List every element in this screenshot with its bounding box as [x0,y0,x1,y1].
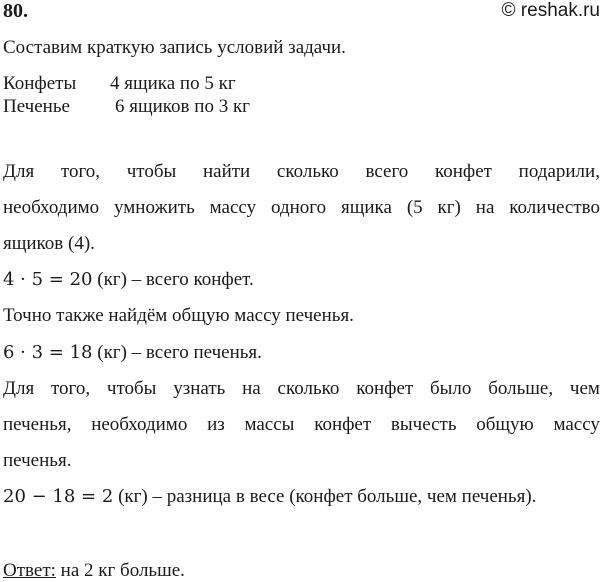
word: того, [60,161,101,182]
word: ящика [341,197,392,218]
word: конфет [434,161,492,182]
word: найти [202,161,251,182]
word: того, [50,378,91,399]
word: вычесть [390,414,457,435]
word: печенья, [3,414,72,435]
word: конфет [356,378,414,399]
watermark: © reshak.ru [501,0,600,21]
short-record-name-1: Конфеты [3,73,77,94]
calculation-3-expression: 20 − 18 = 2 [3,486,114,507]
answer-label: Ответ: [3,560,56,581]
word: одного [271,197,327,218]
calculation-1-text: (кг) – всего конфет. [92,269,254,290]
word: чтобы [126,161,177,182]
word: из [207,414,225,435]
word: (5 [406,197,423,218]
word: было [430,378,472,399]
word: массы [244,414,295,435]
word: умножить [114,197,195,218]
word: больше, [488,378,554,399]
word: чтобы [106,378,157,399]
paragraph-1-line-1 [3,161,600,183]
intro-text: Составим краткую запись условий задачи. [3,37,346,58]
word: массу [553,414,600,435]
word: сколько [277,378,340,399]
word: сколько [276,161,339,182]
word: узнать [173,378,226,399]
word: всего [365,161,409,182]
sentence-2: Точно также найдём общую массу печенья. [3,305,354,326]
calculation-3-text: (кг) – разница в весе (конфет больше, чем печенья). [113,486,537,507]
word: подарили, [518,161,600,182]
word: конфет [314,414,372,435]
word: чем [569,378,600,399]
calculation-3 [3,486,536,508]
word: массу [209,197,257,218]
paragraph-1-line-3: ящиков (4). [3,233,95,254]
word: Для [3,161,35,182]
paragraph-1-line-2 [3,197,600,219]
word: необходимо [91,414,188,435]
problem-number: 80. [3,0,28,22]
paragraph-2-line-3: печенья. [3,450,72,471]
word: Для [3,378,35,399]
word: количество [509,197,600,218]
word: необходимо [3,197,100,218]
paragraph-2-line-1 [3,378,600,400]
word: общую [476,414,534,435]
answer-text: на 2 кг больше. [55,560,185,581]
word: на [242,378,261,399]
calculation-2 [3,342,262,364]
paragraph-2-line-2 [3,414,600,436]
short-record-value-2: 6 ящиков по 3 кг [115,96,250,117]
word: на [475,197,495,218]
calculation-2-text: (кг) – всего печенья. [92,342,262,363]
calculation-2-expression: 6 · 3 = 18 [3,342,93,363]
short-record-value-1: 4 ящика по 5 кг [110,73,236,94]
calculation-1 [3,269,254,291]
answer [3,560,185,582]
word: кг) [437,197,461,218]
calculation-1-expression: 4 · 5 = 20 [3,269,93,290]
short-record-name-2: Печенье [3,96,70,117]
